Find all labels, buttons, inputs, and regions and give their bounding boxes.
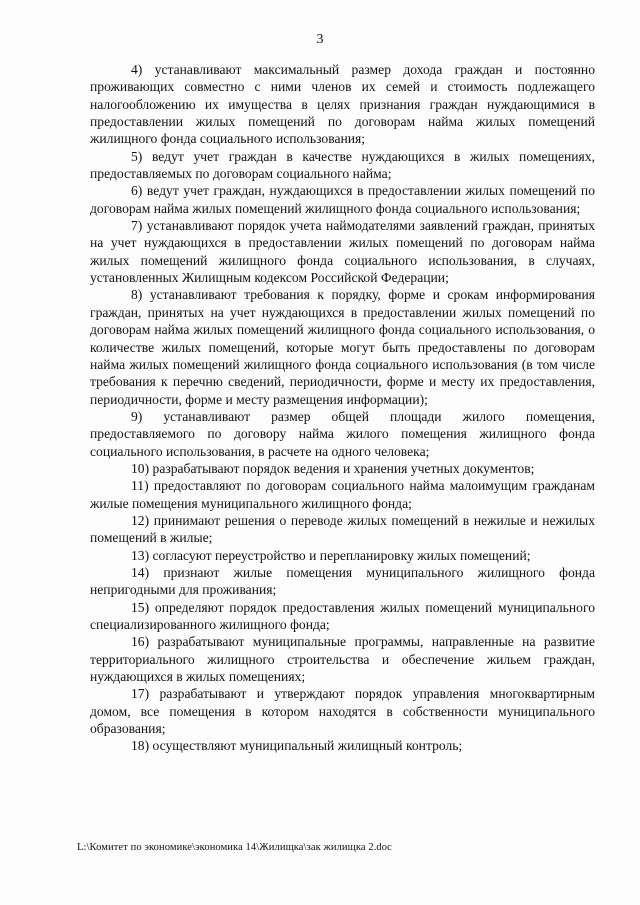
paragraph-item-15: 15) определяют порядок предоставления жилых помещений муниципального специализированного жилищного фонда; bbox=[90, 599, 595, 632]
paragraph-item-18: 18) осуществляют муниципальный жилищный контроль; bbox=[131, 738, 463, 754]
paragraph-item-13: 13) согласуют переустройство и перепланировку жилых помещений; bbox=[131, 547, 531, 563]
paragraph-item-17: 17) разрабатывают и утверждают порядок управления многоквартирным домом, все помещения в котором находятся в собственности муниципального образования; bbox=[90, 686, 595, 737]
page-number: 3 bbox=[316, 32, 324, 47]
paragraph-item-16: 16) разрабатывают муниципальные программы, направленные на развитие территориального жилищного строительства и обеспечение жильем граждан, нуждающихся в жилых помещениях; bbox=[90, 634, 595, 685]
paragraph-item-4: 4) устанавливают максимальный размер дохода граждан и постоянно проживающих совместно с ними членов их семей и стоимость подлежащего налогообложению их имущества в целях признания граждан нуждающимися в предоставлении жилых помещений по договорам найма жилых помещений жилищного фонда социального использования; bbox=[90, 62, 595, 147]
paragraph-item-8: 8) устанавливают требования к порядку, форме и срокам информирования граждан, принятых на учет нуждающихся в предоставлении жилых помещений по договорам найма жилых помещений жилищного фонда социального использования, о количестве жилых помещений, которые могут быть предоставлены по договорам найма жилых помещений жилищного фонда социального использования (в том числе требования к перечню сведений, периодичности, форме и месту их предоставления, периодичности, форме и месту размещения информации); bbox=[90, 287, 595, 407]
paragraph-item-12: 12) принимают решения о переводе жилых помещений в нежилые и нежилых помещений в жилые; bbox=[90, 512, 595, 546]
paragraph-item-11: 11) предоставляют по договорам социального найма малоимущим гражданам жилые помещения муниципального жилищного фонда; bbox=[90, 478, 595, 511]
paragraph-item-14: 14) признают жилые помещения муниципального жилищного фонда непригодными для проживания; bbox=[90, 564, 595, 598]
paragraph-item-10: 10) разрабатывают порядок ведения и хранения учетных документов; bbox=[131, 460, 535, 476]
paragraph-item-6: 6) ведут учет граждан, нуждающихся в предоставлении жилых помещений по договорам найма жилых помещений жилищного фонда социального использования; bbox=[90, 183, 595, 216]
paragraph-item-9: 9) устанавливают размер общей площади жилого помещения, предоставляемого по договору найма жилого помещения жилищного фонда социального использования, в расчете на одного человека; bbox=[90, 408, 595, 459]
body-text bbox=[90, 61, 595, 755]
paragraph-item-7: 7) устанавливают порядок учета наймодателями заявлений граждан, принятых на учет нуждающихся в предоставлении жилых помещений по договорам найма жилых помещений жилищного фонда социального использования, в случаях, установленных Жилищным кодексом Российской Федерации; bbox=[90, 218, 595, 286]
file-path-footer: L:\Комитет по экономике\экономика 14\Жилищка\зак жилищка 2.doc bbox=[77, 842, 392, 853]
paragraph-item-5: 5) ведут учет граждан в качестве нуждающихся в жилых помещениях, предоставляемых по договорам социального найма; bbox=[90, 148, 595, 182]
